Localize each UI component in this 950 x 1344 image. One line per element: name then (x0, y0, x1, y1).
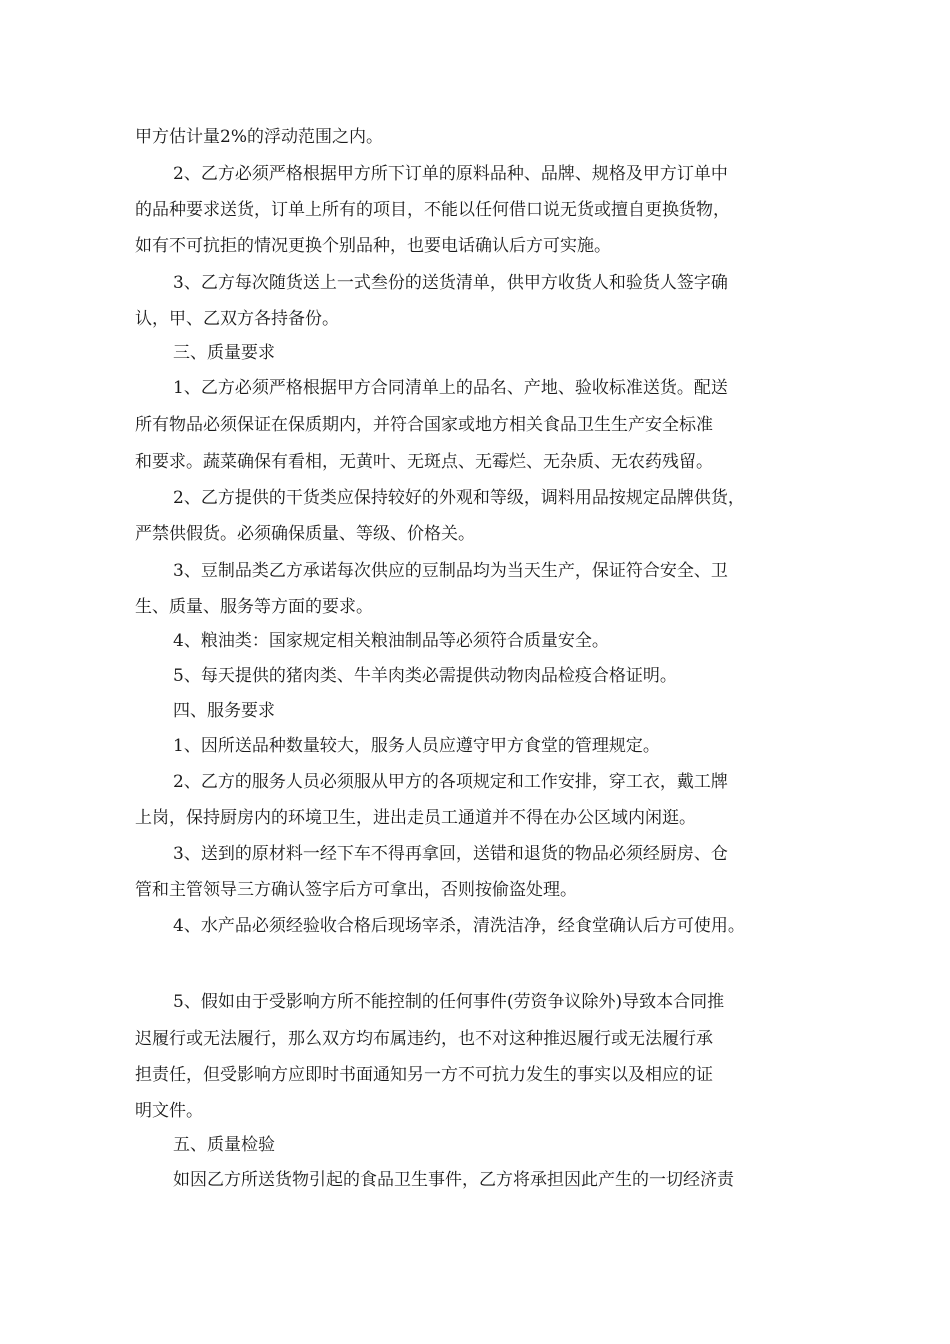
text-line: 2、乙方的服务人员必须服从甲方的各项规定和工作安排，穿工衣，戴工牌 (173, 772, 728, 792)
text-line: 迟履行或无法履行，那么双方均布属违约，也不对这种推迟履行或无法履行承 (135, 1029, 713, 1049)
text-line: 的品种要求送货，订单上所有的项目，不能以任何借口说无货或擅自更换货物， (135, 200, 730, 220)
text-line: 严禁供假货。必须确保质量、等级、价格关。 (135, 524, 475, 544)
text-line: 3、送到的原材料一经下车不得再拿回，送错和退货的物品必须经厨房、仓 (173, 844, 728, 864)
section-heading: 五、质量检验 (173, 1135, 275, 1155)
text-line: 5、每天提供的猪肉类、牛羊肉类必需提供动物肉品检疫合格证明。 (173, 666, 677, 686)
section-heading: 四、服务要求 (173, 701, 275, 721)
text-line: 上岗，保持厨房内的环境卫生，进出走员工通道并不得在办公区域内闲逛。 (135, 808, 696, 828)
text-line: 和要求。蔬菜确保有看相，无黄叶、无斑点、无霉烂、无杂质、无农药残留。 (135, 452, 713, 472)
text-line: 生、质量、服务等方面的要求。 (135, 597, 373, 617)
text-line: 如有不可抗拒的情况更换个别品种，也要电话确认后方可实施。 (135, 236, 611, 256)
text-line: 3、乙方每次随货送上一式叁份的送货清单，供甲方收货人和验货人签字确 (173, 273, 728, 293)
text-line: 2、乙方提供的干货类应保持较好的外观和等级，调料用品按规定品牌供货， (173, 488, 745, 508)
section-heading: 三、质量要求 (173, 343, 275, 363)
text-line: 所有物品必须保证在保质期内，并符合国家或地方相关食品卫生生产安全标准 (135, 415, 713, 435)
text-line: 1、因所送品种数量较大，服务人员应遵守甲方食堂的管理规定。 (173, 736, 660, 756)
text-line: 3、豆制品类乙方承诺每次供应的豆制品均为当天生产，保证符合安全、卫 (173, 561, 728, 581)
text-line: 2、乙方必须严格根据甲方所下订单的原料品种、品牌、规格及甲方订单中 (173, 164, 728, 184)
text-line: 如因乙方所送货物引起的食品卫生事件，乙方将承担因此产生的一切经济责 (173, 1170, 734, 1190)
text-line: 认，甲、乙双方各持备份。 (135, 309, 339, 329)
text-line: 1、乙方必须严格根据甲方合同清单上的品名、产地、验收标准送货。配送 (173, 378, 728, 398)
text-line: 甲方估计量2%的浮动范围之内。 (135, 127, 383, 147)
text-line: 4、粮油类：国家规定相关粮油制品等必须符合质量安全。 (173, 631, 609, 651)
text-line: 明文件。 (135, 1101, 203, 1121)
text-line: 担责任，但受影响方应即时书面通知另一方不可抗力发生的事实以及相应的证 (135, 1065, 713, 1085)
text-line: 5、假如由于受影响方所不能控制的任何事件(劳资争议除外)导致本合同推 (173, 992, 725, 1012)
text-line: 4、水产品必须经验收合格后现场宰杀，清洗洁净，经食堂确认后方可使用。 (173, 916, 745, 936)
text-line: 管和主管领导三方确认签字后方可拿出，否则按偷盗处理。 (135, 880, 577, 900)
